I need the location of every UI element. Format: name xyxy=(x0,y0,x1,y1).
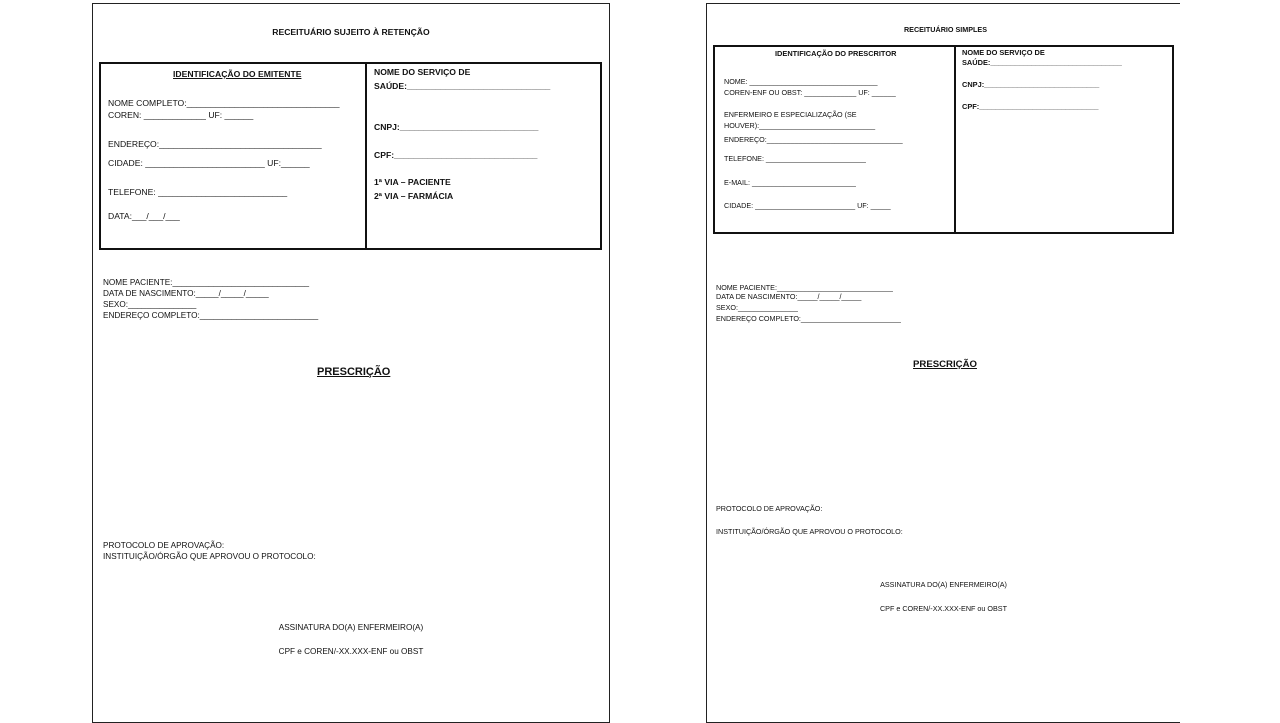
prescriber-phone-field: TELEFONE: _________________________ xyxy=(724,154,866,163)
cpf-field: CPF:______________________________ xyxy=(374,150,538,160)
prescriber-address-field: ENDEREÇO:__________________________________ xyxy=(724,135,903,144)
emitter-name-field: NOME COMPLETO:________________________________ xyxy=(108,98,340,108)
signature-label: ASSINATURA DO(A) ENFERMEIRO(A) xyxy=(278,623,424,632)
emitter-phone-field: TELEFONE: ___________________________ xyxy=(108,187,288,197)
emitter-date-field: DATA:___/___/___ xyxy=(108,211,180,221)
emitter-city-field: CIDADE: _________________________ UF:______ xyxy=(108,158,310,168)
protocol-label: PROTOCOLO DE APROVAÇÃO: xyxy=(103,541,225,550)
prescriber-coren-field: COREN-ENF OU OBST: _____________ UF: ______ xyxy=(724,88,896,97)
patient-name-field: NOME PACIENTE:_____________________________ xyxy=(716,283,893,292)
cpf-coren-label: CPF e COREN/-XX.XXX-ENF ou OBST xyxy=(278,647,424,656)
institution-label: INSTITUIÇÃO/ÓRGÃO QUE APROVOU O PROTOCOLO: xyxy=(103,552,316,561)
emitter-coren-field: COREN: _____________ UF: ______ xyxy=(108,110,254,120)
form-title: RECEITUÁRIO SIMPLES xyxy=(903,25,988,34)
patient-address-field: ENDEREÇO COMPLETO:_________________________ xyxy=(716,314,901,323)
prescription-heading: PRESCRIÇÃO xyxy=(317,366,391,378)
emitter-address-field: ENDEREÇO:__________________________________ xyxy=(108,139,322,149)
retention-prescription-form xyxy=(92,3,610,723)
cnpj-field: CNPJ:_____________________________ xyxy=(374,122,539,132)
signature-label: ASSINATURA DO(A) ENFERMEIRO(A) xyxy=(880,580,1007,589)
box-divider xyxy=(954,45,956,234)
patient-birth-field: DATA DE NASCIMENTO:_____/_____/_____ xyxy=(103,289,269,298)
cnpj-field: CNPJ:____________________________ xyxy=(962,80,1100,89)
via-pharmacy: 2ª VIA – FARMÁCIA xyxy=(374,191,454,201)
prescriber-name-field: NOME: ________________________________ xyxy=(724,77,878,86)
form-title: RECEITUÁRIO SUJEITO À RETENÇÃO xyxy=(272,27,430,37)
institution-label: INSTITUIÇÃO/ÓRGÃO QUE APROVOU O PROTOCOLO: xyxy=(716,527,903,536)
service-header: NOME DO SERVIÇO DE xyxy=(374,67,471,77)
cpf-coren-label: CPF e COREN/-XX.XXX-ENF ou OBST xyxy=(879,604,1007,613)
service-header: NOME DO SERVIÇO DE xyxy=(962,48,1045,57)
prescription-heading: PRESCRIÇÃO xyxy=(913,359,977,370)
patient-sex-field: SEXO:_______________ xyxy=(103,300,197,309)
via-patient: 1ª VIA – PACIENTE xyxy=(374,177,451,187)
patient-name-field: NOME PACIENTE:______________________________ xyxy=(103,278,310,287)
patient-sex-field: SEXO:_______________ xyxy=(716,303,798,312)
patient-birth-field: DATA DE NASCIMENTO:_____/_____/_____ xyxy=(716,292,862,301)
cpf-field: CPF:_____________________________ xyxy=(962,102,1099,111)
prescriber-specialization-line: HOUVER):_____________________________ xyxy=(724,121,876,130)
service-health-field: SAÚDE:________________________________ xyxy=(962,58,1122,67)
prescriber-specialization-field: ENFERMEIRO E ESPECIALIZAÇÃO (SE xyxy=(724,110,857,119)
box-divider xyxy=(365,62,367,250)
patient-address-field: ENDEREÇO COMPLETO:__________________________ xyxy=(103,311,319,320)
prescriber-header: IDENTIFICAÇÃO DO PRESCRITOR xyxy=(775,49,897,58)
emitter-header: IDENTIFICAÇÃO DO EMITENTE xyxy=(173,69,302,79)
service-health-field: SAÚDE:______________________________ xyxy=(374,81,551,91)
protocol-label: PROTOCOLO DE APROVAÇÃO: xyxy=(716,504,823,513)
prescriber-email-field: E-MAIL: __________________________ xyxy=(724,178,856,187)
simple-prescription-form xyxy=(706,3,1180,723)
prescriber-city-field: CIDADE: _________________________ UF: _____ xyxy=(724,201,891,210)
